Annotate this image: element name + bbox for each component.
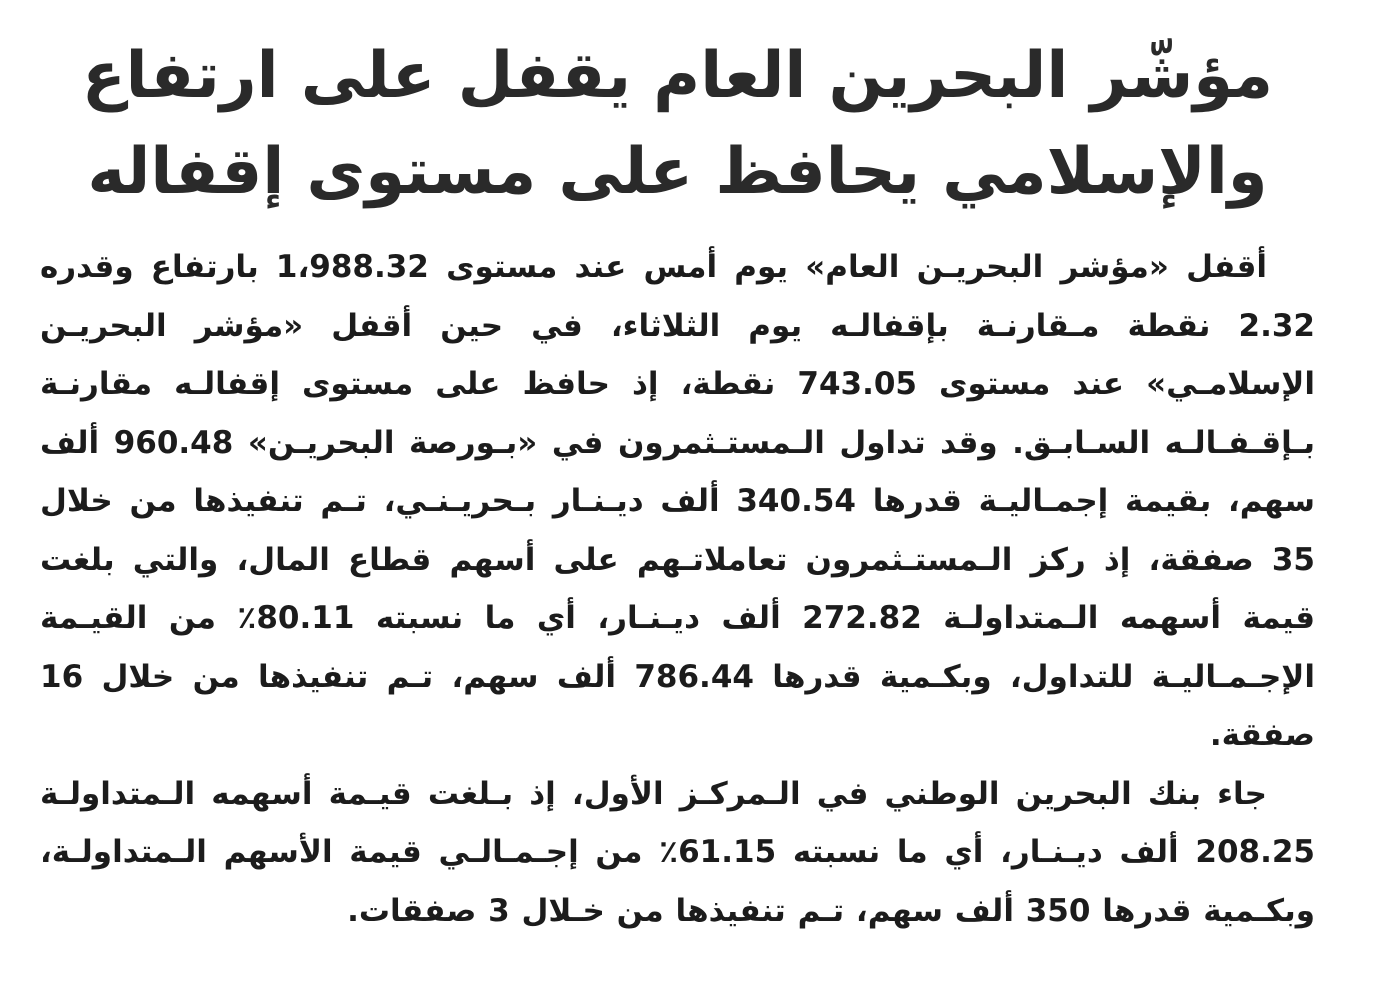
headline-line-2: والإسلامي يحافظ على مستوى إقفاله — [87, 135, 1268, 209]
article-headline — [40, 28, 1315, 220]
article-paragraph-1: أقفل «مؤشر البحريـن العام» يوم أمس عند مستوى 1،988.32 بارتفاع وقدره 2.32 نقطة مـقارنـة بإقفالـه يوم الثلاثاء، في حين أقفل «مؤشر البحريـن الإسلامـي» عند مستوى 743.05 نقطة، إذ حافظ على مستوى إقفالـه مقارنـة بـإقـفـالـه السـابـق. وقد تداول الـمستـثمرون في «بـورصة البحريـن» 960.48 ألف سهم، بقيمة إجمـاليـة قدرها 340.54 ألف ديـنـار بـحريـنـي، تـم تنفيذها من خلال 35 صفقة، إذ ركز الـمستـثمرون تعاملاتـهم على أسهم قطاع المال، والتي بلغت قيمة أسهمه الـمتداولـة 272.82 ألف ديـنـار، أي ما نسبته 80.11٪ من القيـمة الإجـمـاليـة للتداول، وبكـمية قدرها 786.44 ألف سهم، تـم تنفيذها من خلال 16 صفقة. — [40, 249, 1316, 753]
news-article — [40, 28, 1315, 968]
article-paragraph-2: جاء بنك البحرين الوطني في الـمركـز الأول، إذ بـلغت قيـمة أسهمه الـمتداولـة 208.25 ألف ديـنـار، أي ما نسبته 61.15٪ من إجـمـالـي قيمة الأسهم الـمتداولـة، وبكـمية قدرها 350 ألف سهم، تـم تنفيذها من خـلال 3 صفقات. — [40, 775, 1316, 929]
headline-line-1: مؤشّر البحرين العام يقفل على ارتفاع — [81, 39, 1274, 113]
article-body — [40, 238, 1315, 940]
